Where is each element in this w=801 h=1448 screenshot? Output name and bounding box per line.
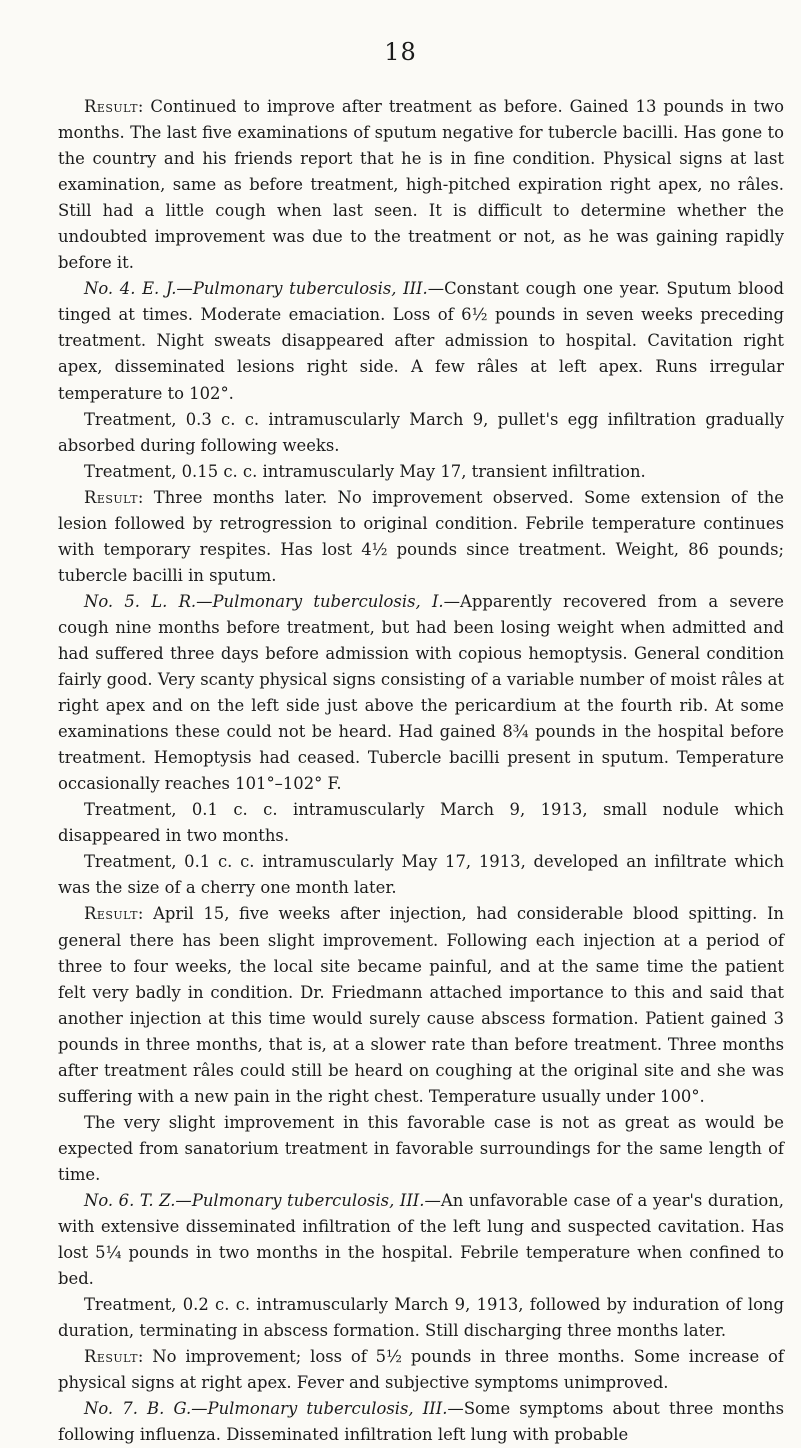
- paragraph-text: Treatment, 0.1 c. c. intramuscularly March 9, 1913, small nodule which disappeared in two months.: [58, 800, 784, 846]
- paragraph-text: —Apparently recovered from a severe cough nine months before treatment, but had been losing weight when admitted and had suffered three days before admission with copious hemoptysis. General condition fairly good. Very scanty physical signs consisting of a variable number of moist râles at right apex and on the left side just above the pericardium at the fourth rib. At some examinations these could not be heard. Had gained 8¾ pounds in the hospital before treatment. Hemoptysis had ceased. Tubercle bacilli present in sputum. Temperature occasionally reaches 101°–102° F.: [58, 591, 784, 794]
- case-heading: No. 6. T. Z.—Pulmonary tuberculosis, III.: [84, 1190, 425, 1210]
- paragraph-case-5: [58, 589, 784, 797]
- paragraph-treatment: [58, 849, 784, 901]
- paragraph-text: : April 15, five weeks after injection, had considerable blood spitting. In general there has been slight improvement. Following each injection at a period of three to four weeks, the local site became painful, and at the same time the patient felt very badly in condition. Dr. Friedmann attached importance to this and said that another injection at this time would surely cause abscess formation. Patient gained 3 pounds in three months, that is, at a slower rate than before treatment. Three months after treatment râles could still be heard on coughing at the original site and she was suffering with a new pain in the right chest. Temperature usually under 100°.: [58, 904, 784, 1106]
- case-heading: No. 5. L. R.—Pulmonary tuberculosis, I.: [84, 591, 444, 611]
- paragraph-text: Treatment, 0.1 c. c. intramuscularly May 17, 1913, developed an infiltrate which was the size of a cherry one month later.: [58, 852, 784, 898]
- paragraph-text: Treatment, 0.2 c. c. intramuscularly March 9, 1913, followed by induration of long duration, terminating in abscess formation. Still discharging three months later.: [58, 1295, 784, 1341]
- paragraph-text: The very slight improvement in this favorable case is not as great as would be expected from sanatorium treatment in favorable surroundings for the same length of time.: [58, 1112, 784, 1184]
- paragraph-result-case-6: [58, 1344, 784, 1396]
- result-heading: Result: [84, 1347, 138, 1367]
- paragraph-result-case-5: [58, 901, 784, 1109]
- paragraph-text: Treatment, 0.15 c. c. intramuscularly May 17, transient infiltration.: [84, 461, 646, 481]
- paragraph-treatment: [58, 797, 784, 849]
- paragraph-text: : Three months later. No improvement observed. Some extension of the lesion followed by retrogression to original condition. Febrile temperature continues with temporary respites. Has lost 4½ pounds since treatment. Weight, 86 pounds; tubercle bacilli in sputum.: [58, 487, 784, 585]
- paragraph-treatment: [58, 459, 784, 485]
- case-heading: No. 4. E. J.—Pulmonary tuberculosis, III.: [84, 279, 428, 299]
- paragraph-result-case-3: [58, 94, 784, 276]
- paragraph-text: —An unfavorable case of a year's duration, with extensive disseminated infiltration of the left lung and suspected cavitation. Has lost 5¼ pounds in two months in the hospital. Febrile temperature when confined to bed.: [58, 1190, 784, 1289]
- paragraph-text: —Some symptoms about three months following influenza. Disseminated infiltration left lung with probable: [58, 1399, 784, 1445]
- paragraph-text: : Continued to improve after treatment as before. Gained 13 pounds in two months. The last five examinations of sputum negative for tubercle bacilli. Has gone to the country and his friends report that he is in fine condition. Physical signs at last examination, same as before treatment, high-pitched expiration right apex, no râles. Still had a little cough when last seen. It is difficult to determine whether the undoubted improvement was due to the treatment or not, as he was gaining rapidly before it.: [58, 97, 784, 273]
- body-text: [58, 94, 784, 1448]
- paragraph-result-case-4: [58, 485, 784, 589]
- paragraph-case-4: [58, 276, 784, 406]
- paragraph-treatment: [58, 407, 784, 459]
- page-number: 18: [384, 38, 417, 66]
- paragraph-text: —Constant cough one year. Sputum blood tinged at times. Moderate emaciation. Loss of 6½ pounds in seven weeks preceding treatment. Night sweats disappeared after admission to hospital. Cavitation right apex, disseminated lesions right side. A few râles at left apex. Runs irregular temperature to 102°.: [58, 279, 785, 403]
- paragraph-case-7: [58, 1396, 784, 1448]
- paragraph-text: Treatment, 0.3 c. c. intramuscularly March 9, pullet's egg infiltration gradually absorbed during following weeks.: [58, 409, 784, 455]
- result-heading: Result: [84, 97, 138, 116]
- result-heading: Result: [84, 487, 138, 507]
- result-heading: Result: [84, 904, 138, 924]
- paragraph-case-6: [58, 1188, 784, 1292]
- paragraph-text: : No improvement; loss of 5½ pounds in three months. Some increase of physical signs at right apex. Fever and subjective symptoms unimproved.: [58, 1347, 784, 1393]
- paragraph-treatment: [58, 1292, 784, 1344]
- paragraph-comment: [58, 1110, 784, 1188]
- case-heading: No. 7. B. G.—Pulmonary tuberculosis, III.: [84, 1399, 448, 1419]
